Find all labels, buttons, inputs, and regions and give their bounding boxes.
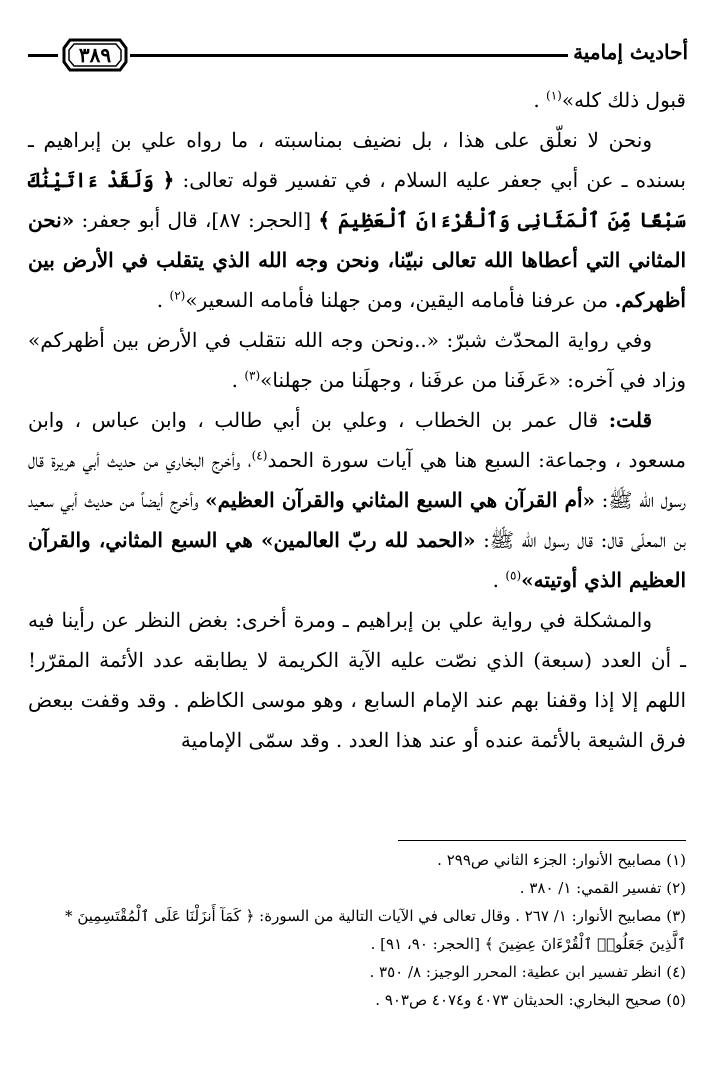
paragraph-text: من عرفنا فأمامه اليقين، ومن جهلنا فأمامه السعير»: [185, 288, 615, 312]
paragraph-2: [28, 120, 686, 320]
footnote-4: (٤) انظر تفسير ابن عطية: المحرر الوجيز: ٨/ ٣٥٠ .: [369, 963, 686, 981]
verse-reference: [الحجر: ٨٧]، قال أبو جعفر:: [74, 208, 319, 232]
paragraph-text: قبول ذلك كله»: [561, 88, 686, 112]
lead-word: قلت:: [608, 408, 652, 432]
footnotes: [28, 846, 686, 1014]
footnote-ref: (٤): [251, 448, 268, 463]
footnote-ref: (٢): [169, 288, 186, 303]
bold-quote: «الحمد لله ربّ العالمين» هي السبع المثاني، والقرآن العظيم الذي أوتيته»: [28, 528, 686, 592]
paragraph-text: وأخرج أيضاً من حديث أبي سعيد بن المعلّى قال: قال رسول الله ﷺ:: [28, 488, 686, 552]
header-rule-left: [28, 54, 58, 57]
footnote-ref: (١): [546, 88, 562, 103]
footnote-separator: [398, 840, 686, 841]
paragraph-text: ونحن لا نعلّق على هذا ، بل نضيف بمناسبته ، ما رواه علي بن إبراهيم ـ بسنده ـ عن أبي جعفر عليه السلام ، في تفسير قوله تعالى:: [28, 128, 686, 192]
paragraph-text: وفي رواية المحدّث شبرّ: «..ونحن وجه الله نتقلب في الأرض بين أظهركم» وزاد في آخره: «عَرفَنا من عرفَنا ، وجهلَنا من جهلنا»: [28, 328, 686, 392]
footnote-1: (١) مصابيح الأنوار: الجزء الثاني ص٢٩٩ .: [437, 851, 686, 869]
paragraph-1: [28, 80, 686, 120]
bold-quote: «نحن المثاني التي أعطاها الله تعالى نبيّنا، ونحن وجه الله الذي يتقلب في الأرض بين أظهركم.: [28, 208, 686, 312]
header-rule-right: [130, 54, 568, 57]
paragraph-text: والمشكلة في رواية علي بن إبراهيم ـ ومرة أخرى: بغض النظر عن رأينا فيه ـ أن العدد (سبعة) الذي نصّت عليه الآية الكريمة لا يطابقه عدد الأئمة المقرّر! اللهم إلا إذا وقفنا بهم عند الإمام السابع ، وهو موسى الكاظم . وقد وقفت ببعض فرق الشيعة بالأئمة عنده أو عند هذا العدد . وقد سمّى الإمامية: [28, 608, 686, 752]
paragraph-text: قال عمر بن الخطاب ، وعلي بن أبي طالب ، وابن عباس ، وابن مسعود ، وجماعة: السبع هنا هي آيات سورة الحمد: [28, 408, 686, 472]
quran-verse: ﴿ وَلَقَدْ ءَاتَيْنَٰكَ سَبْعًا مِّنَ ٱلْمَثَانِى وَٱلْقُرْءَانَ ٱلْعَظِيمَ ﴾: [28, 168, 686, 232]
paragraph-3: [28, 320, 686, 400]
page-number: ٣٨٩: [78, 43, 112, 67]
paragraph-tail: .: [492, 568, 506, 592]
running-title: أحاديث إمامية: [573, 40, 688, 64]
main-text: [28, 80, 686, 760]
footnote-3: (٣) مصابيح الأنوار: ١/ ٢٦٧ . وقال تعالى في الآيات التالية من السورة: ﴿ كَمَآ أَنزَلْنَا عَلَى ٱلْمُقْتَسِمِينَ * ٱلَّذِينَ جَعَلُوا۟ ٱلْقُرْءَانَ عِضِينَ ﴾ [الحجر: ٩٠، ٩١] .: [65, 907, 686, 953]
paragraph-4: [28, 400, 686, 600]
page-number-ornament: [60, 34, 130, 76]
paragraph-tail: .: [533, 88, 547, 112]
paragraph-tail: .: [156, 288, 170, 312]
footnote-ref: (٣): [244, 368, 261, 383]
footnote-2: (٢) تفسير القمي: ١/ ٣٨٠ .: [519, 879, 686, 897]
paragraph-tail: .: [231, 368, 245, 392]
paragraph-5: [28, 600, 686, 760]
footnote-5: (٥) صحيح البخاري: الحديثان ٤٠٧٣ و٤٠٧٤ ص٩٠٣ .: [375, 991, 686, 1009]
bold-quote: «أم القرآن هي السبع المثاني والقرآن العظيم»: [205, 488, 596, 512]
footnote-ref: (٥): [505, 568, 522, 583]
paragraph-text: ، وأخرج البخاري من حديث أبي هريرة قال رسول الله ﷺ:: [28, 448, 686, 512]
